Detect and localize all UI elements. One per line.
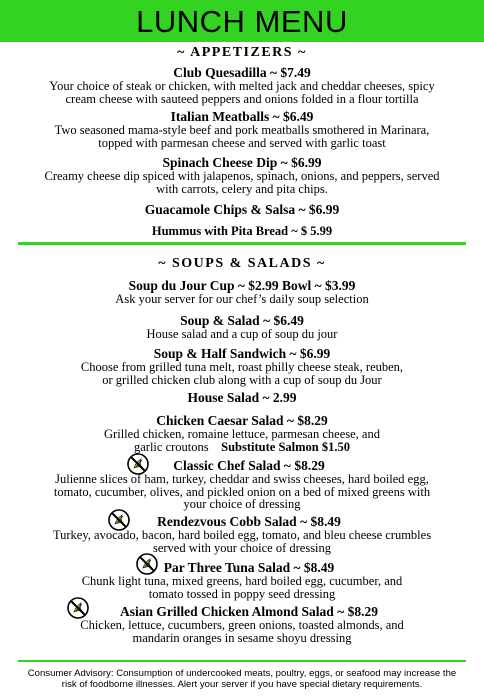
menu-item-par-three-tuna: [0, 560, 484, 600]
item-desc-line: your choice of dressing: [183, 497, 301, 511]
item-desc-line: or grilled chicken club along with a cup of soup du Jour: [102, 372, 382, 387]
item-desc-line: served with your choice of dressing: [152, 540, 332, 555]
advisory-line: Consumer Advisory: Consumption of undercooked meats, poultry, eggs, or seafood may increase the: [27, 668, 457, 679]
item-title: Soup & Half Sandwich ~ $6.99: [153, 346, 331, 361]
item-desc-line: topped with parmesan cheese and served with garlic toast: [98, 135, 386, 150]
section-divider: [18, 242, 466, 245]
menu-item-asian-grilled-chicken: [0, 604, 484, 644]
menu-item-soup-half-sandwich: [0, 346, 484, 386]
item-desc-text: garlic croutons: [134, 439, 209, 454]
item-title: Par Three Tuna Salad ~ $8.49: [163, 560, 335, 575]
substitute-note: Substitute Salmon $1.50: [221, 439, 350, 454]
item-desc-line: Choose from grilled tuna melt, roast philly cheese steak, reuben,: [80, 360, 404, 374]
consumer-advisory: [0, 668, 484, 690]
item-title: Soup du Jour Cup ~ $2.99 Bowl ~ $3.99: [128, 278, 356, 293]
item-desc-line: Julienne slices of ham, turkey, cheddar and swiss cheeses, hard boiled egg,: [55, 472, 429, 486]
item-title: Spinach Cheese Dip ~ $6.99: [162, 155, 322, 170]
menu-header: [0, 0, 484, 42]
menu-title: LUNCH MENU: [136, 3, 348, 39]
item-desc-line: Ask your server for our chef’s daily soup selection: [115, 292, 369, 306]
item-desc-line: Your choice of steak or chicken, with melted jack and cheddar cheeses, spicy: [49, 79, 435, 93]
item-desc-line: mandarin oranges in sesame shoyu dressing: [132, 630, 352, 645]
item-desc-line: House salad and a cup of soup du jour: [146, 327, 338, 341]
menu-item-hummus: [0, 224, 484, 239]
item-title: Classic Chef Salad ~ $8.29: [173, 458, 325, 473]
advisory-divider: [18, 660, 466, 662]
item-desc-line: Turkey, avocado, bacon, hard boiled egg, tomato, and bleu cheese crumbles: [52, 528, 432, 542]
item-desc-line: Chunk light tuna, mixed greens, hard boiled egg, cucumber, and: [81, 574, 403, 588]
item-desc-line: tomato, cucumber, olives, and pickled onion on a bed of mixed greens with: [53, 484, 431, 499]
item-desc-line: with carrots, celery and pita chips.: [156, 181, 328, 196]
advisory-line: risk of foodborne illnesses. Alert your server if you have special dietary requirements.: [61, 679, 423, 690]
item-title: House Salad ~ 2.99: [187, 390, 297, 405]
item-desc-line: tomato tossed in poppy seed dressing: [148, 586, 336, 601]
item-title: Italian Meatballs ~ $6.49: [170, 109, 314, 124]
menu-item-house-salad: [0, 390, 484, 405]
item-title: Club Quesadilla ~ $7.49: [173, 65, 311, 80]
item-title: Rendezvous Cobb Salad ~ $8.49: [157, 514, 341, 529]
item-desc-line: Chicken, lettuce, cucumbers, green onions, toasted almonds, and: [80, 618, 404, 632]
item-desc-line: cream cheese with sauteed peppers and onions folded in a flour tortilla: [65, 91, 419, 106]
item-title: Chicken Caesar Salad ~ $8.29: [156, 413, 328, 428]
item-desc-line: [0, 441, 484, 454]
menu-item-rendezvous-cobb: [0, 514, 484, 554]
item-title: Asian Grilled Chicken Almond Salad ~ $8.29: [120, 604, 378, 619]
item-desc-line: Grilled chicken, romaine lettuce, parmesan cheese, and: [104, 427, 380, 441]
menu-item-soup-salad: [0, 313, 484, 341]
item-desc-line: Creamy cheese dip spiced with jalapenos, spinach, onions, and peppers, served: [44, 169, 440, 183]
menu-item-classic-chef-salad: [0, 458, 484, 511]
appetizers-heading: ~ APPETIZERS ~: [177, 45, 307, 60]
item-desc-line: Two seasoned mama-style beef and pork meatballs smothered in Marinara,: [54, 123, 430, 137]
menu-item-chicken-caesar: [0, 413, 484, 453]
menu-item-guacamole: [0, 202, 484, 217]
item-title: Guacamole Chips & Salsa ~ $6.99: [144, 202, 340, 217]
soups-salads-heading: ~ SOUPS & SALADS ~: [158, 256, 326, 271]
menu-item-club-quesadilla: [0, 65, 484, 105]
menu-item-soup-du-jour: [0, 278, 484, 306]
item-title: Hummus with Pita Bread ~ $ 5.99: [151, 224, 333, 238]
menu-item-spinach-cheese-dip: [0, 155, 484, 195]
menu-item-italian-meatballs: [0, 109, 484, 149]
item-title: Soup & Salad ~ $6.49: [180, 313, 304, 328]
